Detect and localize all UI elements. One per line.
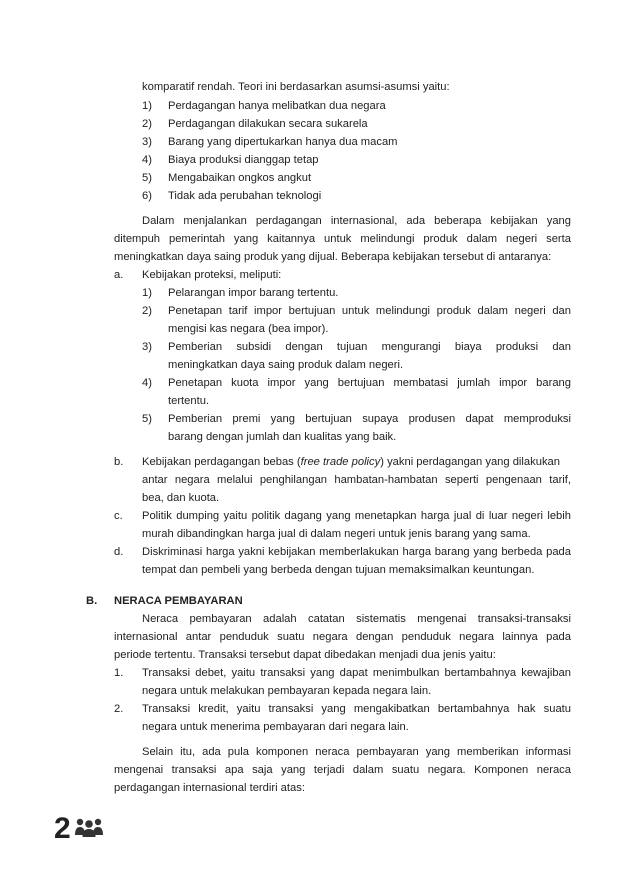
paragraph-line: Selain itu, ada pula komponen neraca pembayaran yang memberikan informasi <box>142 746 571 758</box>
assumption-number: 2) <box>142 118 152 130</box>
paragraph-line: mengenai transaksi apa saja yang terjadi dalam suatu negara. Komponen neraca <box>114 764 571 776</box>
paragraph-line: internasional antar penduduk suatu negara dengan penduduk negara lainnya pada <box>114 631 571 643</box>
text-segment: ) yakni perdagangan yang dilakukan <box>380 456 560 468</box>
paragraph-line: ditempuh pemerintah yang kaitannya untuk melindungi produk dalam negeri serta <box>114 233 571 245</box>
sub-text: barang dengan jumlah dan kualitas yang baik. <box>168 431 397 443</box>
assumption-number: 5) <box>142 172 152 184</box>
assumption-text: Perdagangan hanya melibatkan dua negara <box>168 100 386 112</box>
text-segment: Kebijakan perdagangan bebas ( <box>142 456 301 468</box>
sub-text: Penetapan kuota impor yang bertujuan membatasi jumlah impor barang <box>168 377 571 389</box>
list-letter: a. <box>114 269 124 281</box>
assumption-text: Mengabaikan ongkos angkut <box>168 172 312 184</box>
sub-number: 1) <box>142 287 152 299</box>
sub-text: meningkatkan daya saing produk dalam negeri. <box>168 359 404 371</box>
list-letter: d. <box>114 546 124 558</box>
assumption-number: 1) <box>142 100 152 112</box>
sub-number: 3) <box>142 341 152 353</box>
assumption-number: 4) <box>142 154 152 166</box>
people-group-icon <box>74 816 104 838</box>
page-number: 2 <box>54 812 71 845</box>
section-heading: NERACA PEMBAYARAN <box>114 595 243 607</box>
paragraph-line: meningkatkan daya saing produk yang dijual. Beberapa kebijakan tersebut di antaranya: <box>114 251 552 263</box>
list-number: 1. <box>114 667 124 679</box>
intro-line: komparatif rendah. Teori ini berdasarkan asumsi-asumsi yaitu: <box>142 81 450 93</box>
list-line: Transaksi kredit, yaitu transaksi yang mengakibatkan bertambahnya hak suatu <box>142 703 571 715</box>
sub-number: 5) <box>142 413 152 425</box>
assumption-text: Biaya produksi dianggap tetap <box>168 154 319 166</box>
list-line: murah dibandingkan harga jual di dalam negeri untuk jenis barang yang sama. <box>142 528 531 540</box>
sub-text: Pelarangan impor barang tertentu. <box>168 287 339 299</box>
sub-text: tertentu. <box>168 395 210 407</box>
list-item-title: Kebijakan proteksi, meliputi: <box>142 269 282 281</box>
list-line: Diskriminasi harga yakni kebijakan memberlakukan harga barang yang berbeda pada <box>142 546 571 558</box>
assumption-text: Barang yang dipertukarkan hanya dua macam <box>168 136 398 148</box>
assumption-number: 3) <box>142 136 152 148</box>
section-letter: B. <box>86 595 98 607</box>
list-line <box>142 455 571 469</box>
paragraph-line: periode tertentu. Transaksi tersebut dapat dibedakan menjadi dua jenis yaitu: <box>114 649 496 661</box>
sub-text: Pemberian premi yang bertujuan supaya produsen dapat memproduksi <box>168 413 571 425</box>
list-letter: c. <box>114 510 123 522</box>
italic-term: free trade policy <box>300 456 381 468</box>
list-line: negara untuk melakukan pembayaran kepada negara lain. <box>142 685 432 697</box>
sub-text: Penetapan tarif impor bertujuan untuk melindungi produk dalam negeri dan <box>168 305 571 317</box>
sub-number: 4) <box>142 377 152 389</box>
list-number: 2. <box>114 703 124 715</box>
sub-text: mengisi kas negara (bea impor). <box>168 323 329 335</box>
list-letter: b. <box>114 456 124 468</box>
list-line: antar negara melalui penghilangan hambatan-hambatan seperti pengenaan tarif, <box>142 474 571 486</box>
paragraph-line: Neraca pembayaran adalah catatan sistematis mengenai transaksi-transaksi <box>142 613 571 625</box>
list-line: Politik dumping yaitu politik dagang yang menetapkan harga jual di luar negeri lebih <box>142 510 571 522</box>
list-line: tempat dan pembeli yang berbeda dengan tujuan memaksimalkan keuntungan. <box>142 564 535 576</box>
paragraph-line: perdagangan internasional terdiri atas: <box>114 782 305 794</box>
list-line: Transaksi debet, yaitu transaksi yang dapat menimbulkan bertambahnya kewajiban <box>142 667 571 679</box>
list-line: bea, dan kuota. <box>142 492 220 504</box>
sub-text: Pemberian subsidi dengan tujuan mengurangi biaya produksi dan <box>168 341 571 353</box>
assumption-text: Perdagangan dilakukan secara sukarela <box>168 118 368 130</box>
sub-number: 2) <box>142 305 152 317</box>
assumption-number: 6) <box>142 190 152 202</box>
list-line: negara untuk menerima pembayaran dari negara lain. <box>142 721 409 733</box>
paragraph-line: Dalam menjalankan perdagangan internasional, ada beberapa kebijakan yang <box>142 215 571 227</box>
assumption-text: Tidak ada perubahan teknologi <box>168 190 322 202</box>
